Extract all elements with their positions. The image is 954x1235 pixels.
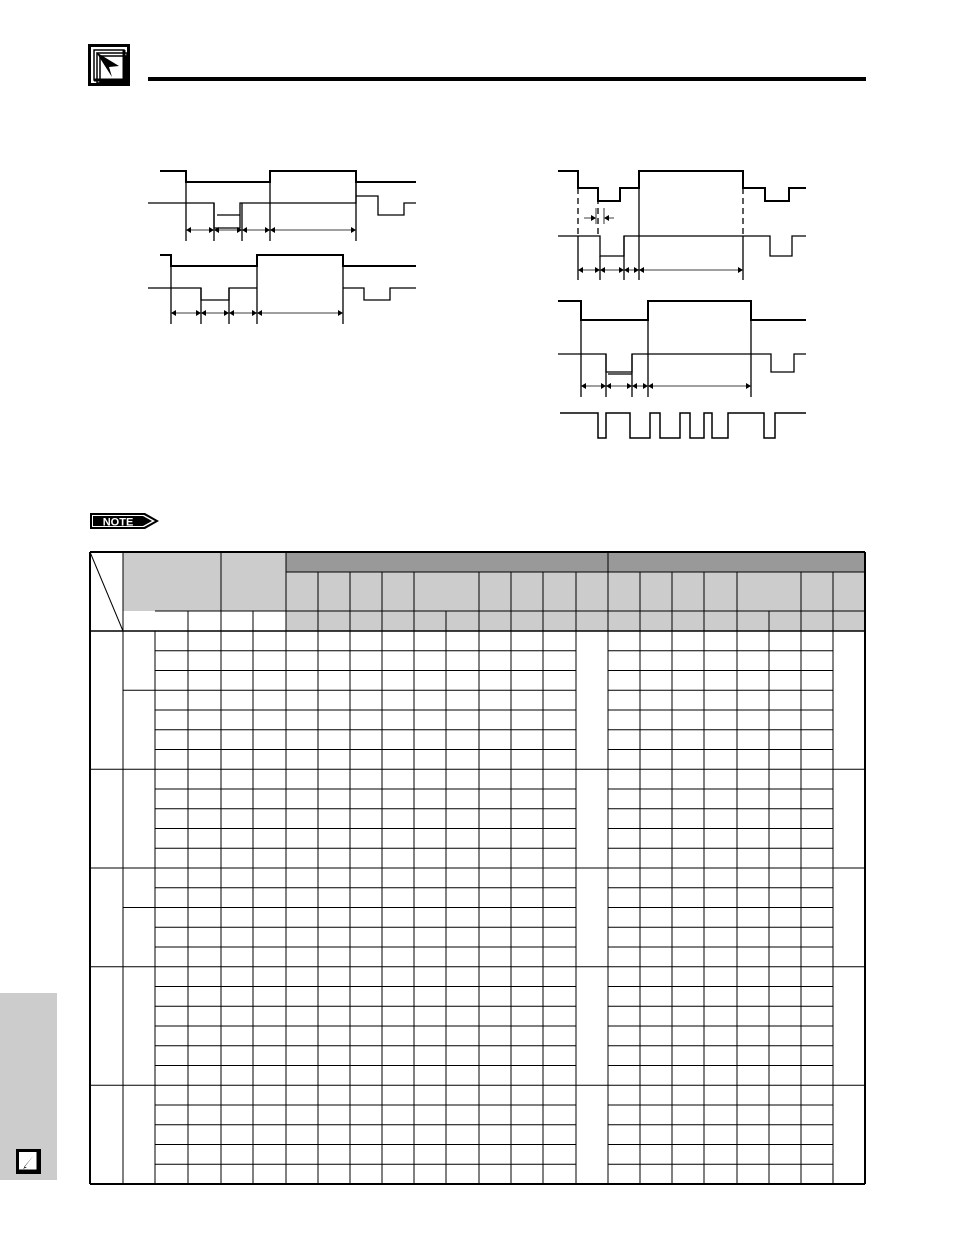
table-group-header-shade: [286, 552, 865, 572]
table-subheader-cells: [123, 611, 286, 631]
table-header-shade-left: [123, 552, 221, 611]
table-corner-diagonal: [90, 552, 123, 631]
note-label: NOTE: [102, 516, 134, 529]
side-tab-appendix-icon: [15, 1148, 42, 1175]
